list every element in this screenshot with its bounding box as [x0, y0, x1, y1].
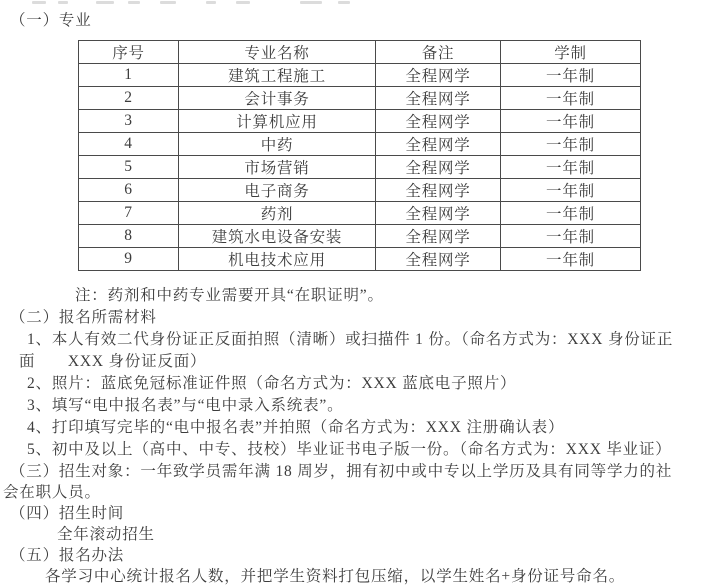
material-item-1: 1、本人有效二代身份证正反面拍照（清晰）或扫描件 1 份。（命名方式为：XXX 身份证正: [27, 331, 674, 348]
table-note: 注：药剂和中药专业需要开具“在职证明”。: [75, 287, 384, 304]
table-cell: 机电技术应用: [179, 248, 376, 271]
clipped-text-remnant: [0, 0, 713, 6]
table-cell: 建筑工程施工: [179, 64, 376, 87]
material-item-3: 3、填写“电中报名表”与“电中录入系统表”。: [27, 397, 344, 414]
section2-heading: （二）报名所需材料: [10, 309, 157, 326]
table-cell: 一年制: [501, 156, 641, 179]
table-row: [79, 133, 641, 156]
table-cell: 全程网学: [376, 110, 501, 133]
section3-line2: 会在职人员。: [3, 484, 101, 501]
table-row: [79, 64, 641, 87]
table-row: [79, 87, 641, 110]
majors-table: [78, 40, 641, 271]
table-cell: 6: [79, 179, 179, 202]
table-cell: 全程网学: [376, 202, 501, 225]
table-cell: 全程网学: [376, 225, 501, 248]
table-cell: 3: [79, 110, 179, 133]
table-cell: 药剂: [179, 202, 376, 225]
table-row: [79, 156, 641, 179]
material-item-1-continuation: 面 XXX 身份证反面）: [19, 353, 207, 370]
table-cell: 一年制: [501, 248, 641, 271]
table-row: [79, 248, 641, 271]
majors-table-body: [79, 64, 641, 271]
table-row: [79, 179, 641, 202]
table-cell: 一年制: [501, 110, 641, 133]
table-header-row: [79, 41, 641, 64]
table-row: [79, 202, 641, 225]
table-cell: 全程网学: [376, 179, 501, 202]
table-cell: 一年制: [501, 202, 641, 225]
table-cell: 全程网学: [376, 87, 501, 110]
section3-line1: （三）招生对象：一年致学员需年满 18 周岁，拥有初中或中专以上学历及具有同等学力的社: [10, 463, 673, 480]
table-header-cell: 学制: [501, 41, 641, 64]
table-row: [79, 110, 641, 133]
section5-body: 各学习中心统计报名人数，并把学生资料打包压缩，以学生姓名+身份证号命名。: [45, 568, 626, 585]
section4-heading: （四）招生时间: [10, 505, 125, 522]
table-cell: 中药: [179, 133, 376, 156]
table-cell: 4: [79, 133, 179, 156]
table-cell: 7: [79, 202, 179, 225]
section5-heading: （五）报名办法: [10, 547, 125, 564]
table-cell: 电子商务: [179, 179, 376, 202]
table-cell: 市场营销: [179, 156, 376, 179]
table-cell: 会计事务: [179, 87, 376, 110]
table-cell: 一年制: [501, 87, 641, 110]
table-cell: 一年制: [501, 179, 641, 202]
material-item-5: 5、初中及以上（高中、中专、技校）毕业证书电子版一份。（命名方式为：XXX 毕业证）: [27, 441, 672, 458]
table-cell: 2: [79, 87, 179, 110]
table-cell: 一年制: [501, 225, 641, 248]
table-header-cell: 备注: [376, 41, 501, 64]
table-cell: 9: [79, 248, 179, 271]
table-cell: 一年制: [501, 133, 641, 156]
table-cell: 5: [79, 156, 179, 179]
material-item-2: 2、照片：蓝底免冠标准证件照（命名方式为：XXX 蓝底电子照片）: [27, 375, 517, 392]
table-cell: 全程网学: [376, 133, 501, 156]
table-cell: 全程网学: [376, 248, 501, 271]
table-header-cell: 序号: [79, 41, 179, 64]
table-row: [79, 225, 641, 248]
section1-heading: （一）专业: [10, 12, 92, 29]
material-item-4: 4、打印填写完毕的“电中报名表”并拍照（命名方式为：XXX 注册确认表）: [27, 419, 565, 436]
table-cell: 计算机应用: [179, 110, 376, 133]
section4-body: 全年滚动招生: [57, 526, 155, 543]
table-header-cell: 专业名称: [179, 41, 376, 64]
table-cell: 1: [79, 64, 179, 87]
table-cell: 建筑水电设备安装: [179, 225, 376, 248]
table-cell: 一年制: [501, 64, 641, 87]
table-cell: 全程网学: [376, 64, 501, 87]
table-cell: 8: [79, 225, 179, 248]
table-cell: 全程网学: [376, 156, 501, 179]
